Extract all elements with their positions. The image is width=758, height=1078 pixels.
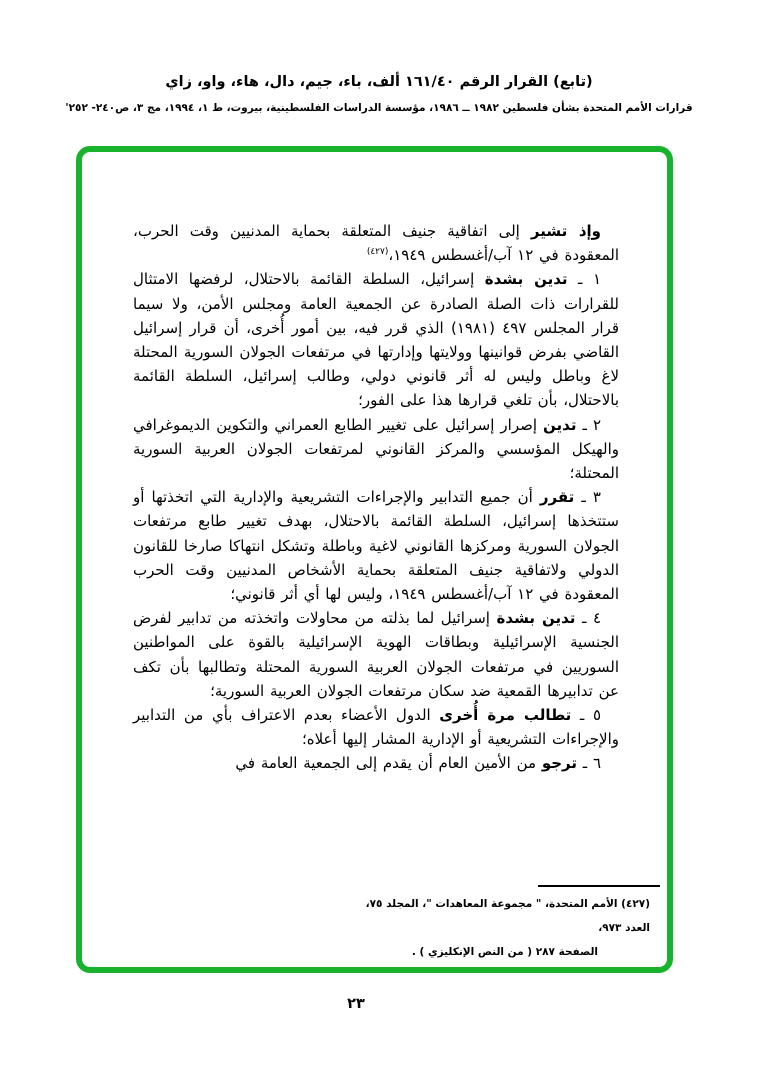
- page-number: ٢٣: [347, 996, 365, 1012]
- paragraph: ٣ ـ تقرر أن جميع التدابير والإجراءات التشريعية والإدارية التي اتخذتها أو ستتخذها إسرائيل، السلطة القائمة بالاحتلال، بهدف تغيير طابع مرتفعات الجولان السورية ومركزها القانوني لاغية وباطلة وتشكل انتهاكا صارخا للقانون الدولي ولاتفاقية جنيف المتعلقة بحماية الأشخاص المدنيين وقت الحرب المعقودة في ١٢ آب/أغسطس ١٩٤٩، وليس لها أي أثر قانوني؛: [133, 488, 619, 604]
- paragraph: ١ ـ تدين بشدة إسرائيل، السلطة القائمة بالاحتلال، لرفضها الامتثال للقرارات ذات الصلة الصادرة عن الجمعية العامة ومجلس الأمن، ولا سيما قرار المجلس ٤٩٧ (١٩٨١) الذي قرر فيه، بين أمور أُخرى، أن قرار إسرائيل القاضي بفرض قوانينها وولايتها وإدارتها في مرتفعات الجولان السورية المحتلة لاغ وباطل وليس له أثر قانوني دولي، وطالب إسرائيل، السلطة القائمة بالاحتلال، بأن تلغي قرارها هذا على الفور؛: [133, 270, 619, 410]
- source-citation-line: قرارات الأمم المتحدة بشأن فلسطين ١٩٨٢ ــ ١٩٨٦، مؤسسة الدراسات الفلسطينية، بيروت، ط ١، ١٩٩٤، مج ٣، ص٢٤٠- ٢٥٢': [65, 102, 693, 114]
- paragraph-lead: تطالب مرة أُخرى: [439, 706, 572, 725]
- paragraph: وإذ تشير إلى اتفاقية جنيف المتعلقة بحماية المدنيين وقت الحرب، المعقودة في ١٢ آب/أغسطس ١٩٤٩،$^{(٤٢٧)}$: [133, 222, 619, 265]
- paragraph-lead: تقرر: [539, 488, 575, 507]
- paragraph: ٥ ـ تطالب مرة أُخرى الدول الأعضاء بعدم الاعتراف بأي من التدابير والإجراءات التشريعية أو الإدارية المشار إليها أعلاه؛: [133, 706, 619, 749]
- paragraph: ٦ ـ ترجو من الأمين العام أن يقدم إلى الجمعية العامة في: [235, 754, 601, 773]
- paragraph-lead: وإذ تشير: [530, 222, 601, 240]
- resolution-header: (تابع) القرار الرقم ١٦١/٤٠ ألف، باء، جيم، دال، هاء، واو، زاي: [165, 74, 593, 90]
- footnote-divider: [538, 885, 660, 887]
- footnote-line-2: الصفحة ٢٨٧ ( من النص الإنكليزي ) .: [411, 946, 598, 958]
- paragraph-lead: تدين بشدة: [484, 270, 568, 289]
- footnote-reference: (٤٢٧): [366, 247, 389, 258]
- resolution-text: [133, 219, 619, 776]
- paragraph: ٤ ـ تدين بشدة إسرائيل لما بذلته من محاولات واتخذته من تدابير لفرض الجنسية الإسرائيلية وبطاقات الهوية الإسرائيلية بالقوة على المواطنين السوريين في مرتفعات الجولان العربية السورية المحتلة وتطالبها بأن تكف عن تدابيرها القمعية ضد سكان مرتفعات الجولان العربية السورية؛: [133, 609, 619, 700]
- paragraph-lead: تدين: [543, 415, 577, 434]
- paragraph-lead: تدين بشدة: [496, 609, 576, 628]
- footnote-line-1: (٤٢٧) الأمم المتحدة، " مجموعة المعاهدات "، المجلد ٧٥، العدد ٩٧٣،: [365, 898, 650, 934]
- footnote: [350, 892, 650, 964]
- paragraph: ٢ ـ تدين إصرار إسرائيل على تغيير الطابع العمراني والتكوين الديموغرافي والهيكل المؤسسي والمركز القانوني لمرتفعات الجولان العربية السورية المحتلة؛: [133, 415, 619, 483]
- paragraph-lead: ترجو: [541, 754, 577, 773]
